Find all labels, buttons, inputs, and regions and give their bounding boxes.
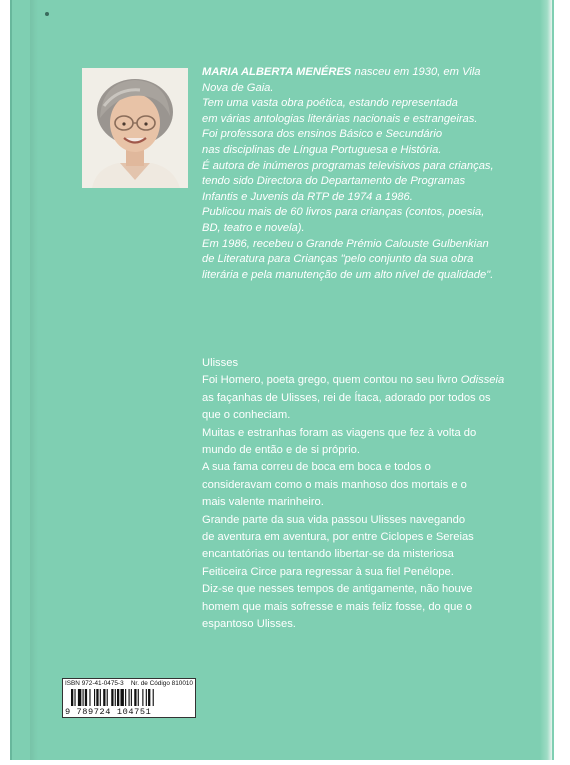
synopsis-line-1: que o conheciam.: [202, 409, 291, 422]
bio-line-1: Nova de Gaia.: [202, 81, 274, 94]
spine-shadow: [30, 0, 38, 760]
synopsis-line-0: as façanhas de Ulisses, rei de Ítaca, adorado por todos os: [202, 391, 491, 404]
bio-line-3: em várias antologias literárias nacionais e estrangeiras.: [202, 112, 478, 125]
barcode-bars: [71, 689, 189, 706]
book-title-odisseia: Odisseia: [460, 374, 505, 387]
synopsis-line-9: encantatórias ou tentando libertar-se da misteriosa: [202, 548, 454, 561]
author-portrait-image: [82, 68, 188, 188]
bio-line-6: É autora de inúmeros programas televisivos para crianças,: [202, 159, 494, 172]
synopsis-line-8: de aventura em aventura, por entre Ciclopes e Sereias: [202, 531, 474, 544]
synopsis-line-first-text: Foi Homero, poeta grego, quem contou no seu livro: [202, 374, 461, 387]
author-bio: [202, 65, 532, 283]
synopsis-line-13: espantoso Ulisses.: [202, 618, 296, 631]
barcode-digits: 9 789724 104751: [65, 707, 152, 717]
synopsis-line-11: Diz-se que nesses tempos de antigamente, não houve: [202, 583, 473, 596]
author-photo: [82, 68, 188, 188]
bio-line-9: Publicou mais de 60 livros para crianças (contos, poesia,: [202, 206, 485, 219]
bio-line-4: Foi professora dos ensinos Básico e Secundário: [202, 128, 443, 141]
synopsis-line-4: A sua fama correu de boca em boca e todos o: [202, 461, 431, 474]
synopsis-line-2: Muitas e estranhas foram as viagens que fez à volta do: [202, 426, 477, 439]
bio-line-5: nas disciplinas de Língua Portuguesa e História.: [202, 143, 442, 156]
synopsis-line-3: mundo de então e de si próprio.: [202, 444, 360, 457]
bio-line-10: BD, teatro e novela).: [202, 221, 305, 234]
isbn-number: ISBN 972-41-0475-3: [65, 680, 124, 687]
book-synopsis: [202, 355, 532, 634]
bio-line-8: Infantis e Juvenis da RTP de 1974 a 1986.: [202, 190, 413, 203]
synopsis-line-first: [202, 372, 532, 389]
cover-right-edge: [540, 0, 552, 760]
bio-line-12: de Literatura para Crianças "pelo conjunto da sua obra: [202, 253, 474, 266]
bio-line-11: Em 1986, recebeu o Grande Prémio Calouste Gulbenkian: [202, 237, 489, 250]
bio-line-2: Tem uma vasta obra poética, estando representada: [202, 97, 458, 110]
isbn-barcode: [62, 678, 196, 718]
synopsis-line-7: Grande parte da sua vida passou Ulisses navegando: [202, 513, 466, 526]
author-name: MARIA ALBERTA MENÉRES: [202, 66, 352, 78]
synopsis-line-12: homem que mais sofresse e mais feliz fosse, do que o: [202, 600, 472, 613]
synopsis-line-10: Feiticeira Circe para regressar à sua fiel Penélope.: [202, 565, 454, 578]
bio-line-0-text: nasceu em 1930, em Vila: [354, 66, 481, 78]
product-code: Nr. de Código 810010: [130, 680, 193, 687]
synopsis-title: Ulisses: [202, 357, 239, 369]
bio-line-7: tendo sido Directora do Departamento de Programas: [202, 175, 466, 188]
isbn-line: [65, 680, 193, 687]
synopsis-line-6: mais valente marinheiro.: [202, 496, 324, 509]
bio-line-0: [202, 65, 532, 81]
synopsis-line-5: consideravam como o mais manhoso dos mortais e o: [202, 478, 467, 491]
bio-line-13: literária e pela manutenção de um alto nível de qualidade".: [202, 268, 494, 281]
corner-mark: [45, 12, 49, 16]
